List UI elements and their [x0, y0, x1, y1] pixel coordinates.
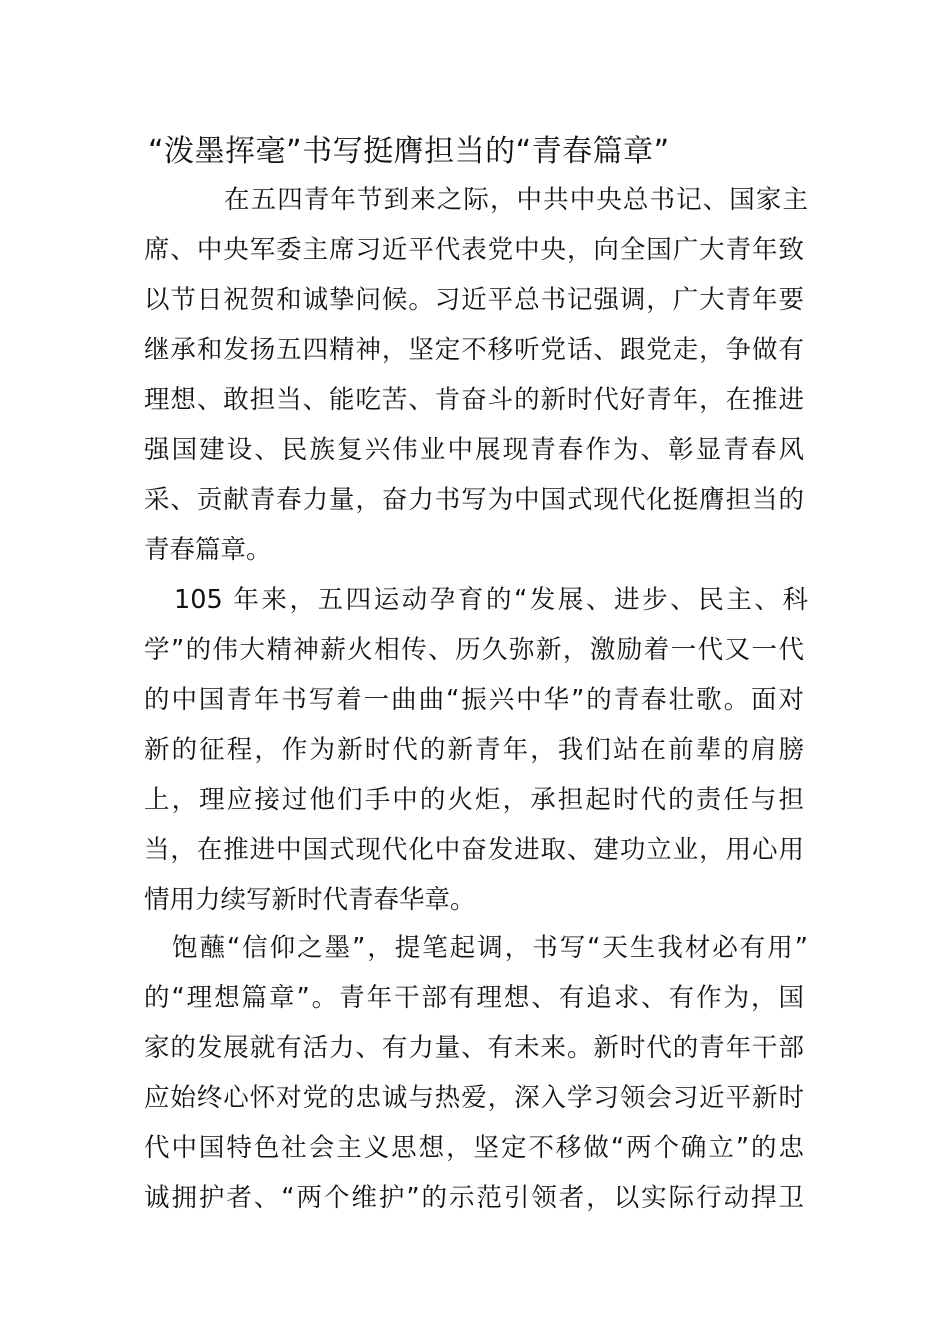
- paragraph-1-line-1: 在五四青年节到来之际，中共中央总书记、国家主: [224, 185, 808, 215]
- paragraph-1-line-3: 以节日祝贺和诚挚问候。习近平总书记强调，广大青年要: [144, 285, 804, 315]
- paragraph-1-line-6: 强国建设、民族复兴伟业中展现青春作为、彰显青春风: [144, 435, 804, 465]
- paragraph-2-line-4: 新的征程，作为新时代的新青年，我们站在前辈的肩膀: [144, 735, 804, 765]
- paragraph-2-line-6: 当，在推进中国式现代化中奋发进取、建功立业，用心用: [144, 835, 804, 865]
- document-title: “泼墨挥毫”书写挺膺担当的“青春篇章”: [148, 134, 670, 169]
- paragraph-3-line-2: 的“理想篇章”。青年干部有理想、有追求、有作为，国: [144, 983, 804, 1013]
- paragraph-2-line-5: 上，理应接过他们手中的火炬，承担起时代的责任与担: [144, 785, 804, 815]
- paragraph-2-line-7: 情用力续写新时代青春华章。: [144, 885, 476, 915]
- paragraph-3-line-1: 饱蘸“信仰之墨”，提笔起调，书写“天生我材必有用”: [172, 933, 808, 963]
- paragraph-3-line-3: 家的发展就有活力、有力量、有未来。新时代的青年干部: [144, 1033, 804, 1063]
- paragraph-1-line-4: 继承和发扬五四精神，坚定不移听党话、跟党走，争做有: [144, 335, 804, 365]
- paragraph-2-line-3: 的中国青年书写着一曲曲“振兴中华”的青春壮歌。面对: [144, 685, 804, 715]
- paragraph-1-line-5: 理想、敢担当、能吃苦、肯奋斗的新时代好青年，在推进: [144, 385, 804, 415]
- paragraph-1-line-7: 采、贡献青春力量，奋力书写为中国式现代化挺膺担当的: [144, 485, 804, 515]
- paragraph-2-line-2: 学”的伟大精神薪火相传、历久弥新，激励着一代又一代: [144, 635, 804, 665]
- paragraph-1-line-8: 青春篇章。: [144, 535, 272, 565]
- paragraph-1-line-2: 席、中央军委主席习近平代表党中央，向全国广大青年致: [144, 235, 804, 265]
- paragraph-3-line-5: 代中国特色社会主义思想，坚定不移做“两个确立”的忠: [144, 1133, 804, 1163]
- paragraph-2-line-1: 105 年来，五四运动孕育的“发展、进步、民主、科: [174, 585, 808, 615]
- paragraph-3-line-4: 应始终心怀对党的忠诚与热爱，深入学习领会习近平新时: [144, 1083, 804, 1113]
- paragraph-3-line-6: 诚拥护者、“两个维护”的示范引领者，以实际行动捍卫: [144, 1183, 804, 1213]
